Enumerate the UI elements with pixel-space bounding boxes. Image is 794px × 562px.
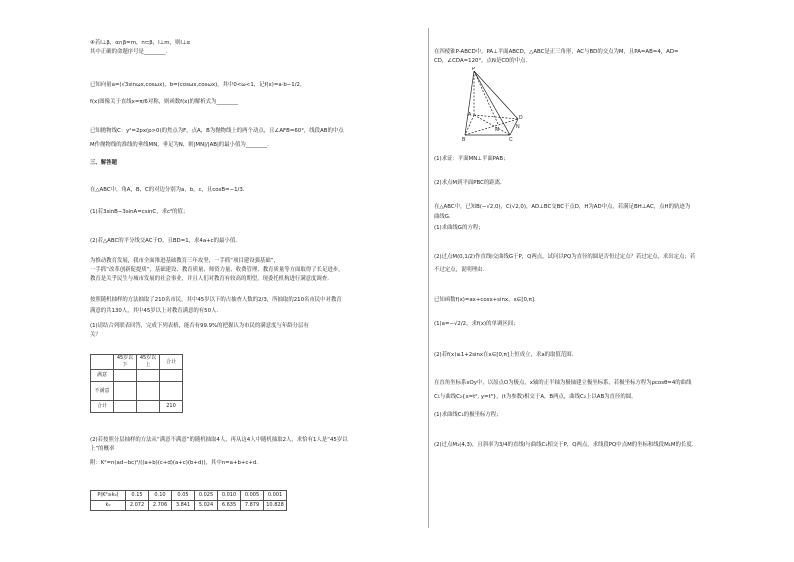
q16-line2: M作抛物线的准线的垂线MN，垂足为N，则|MN|/|AB|的最小值为________． — [90, 142, 273, 148]
q20-part2-line1: (2)过点M(0,1/2)作直线l交曲线G于P，Q两点，试问以PQ为直径的圆是否恒过定点？若过定点，求出定点；若 — [434, 254, 696, 260]
q18-line-d: 按照随机抽样的方法抽取了210名市民，其中45岁以下的占抽查人数的2/3，所抽取的210名市民中对教育 — [90, 297, 342, 303]
label-m: M — [495, 127, 500, 133]
q19-line1: 在四棱锥P-ABCD中，PA⊥平面ABCD，△ABC是正三角形，AC与BD的交点为M，且PA=AB=4，AD= — [434, 49, 679, 55]
q20-line2: 曲线G． — [434, 214, 455, 220]
section-heading: 三、解答题 — [90, 160, 117, 166]
q22-part2: (2)过点M₁(4,3)，且斜率为3/4的直线l与曲线C₁相交于P，Q两点，求线段PQ中点M的坐标和线段M₁M的长度． — [434, 442, 698, 448]
table-row: P(K²≥k₀) 0.15 0.10 0.05 0.025 0.010 0.005 0.001 — [91, 491, 287, 501]
q4-line: ④若l⊥β，α∩β=m，n⊂β，l⊥m，则l⊥α — [90, 40, 191, 46]
q18-part1-cont: 关？ — [90, 332, 101, 338]
column-divider — [428, 28, 429, 528]
label-p: P — [472, 67, 476, 72]
formula: 附：K²=n(ad−bc)²/((a+b)(c+d)(a+c)(b+d))，其中n=a+b+c+d． — [90, 460, 262, 466]
q18-part2: (2)若按照分层抽样的方法从“满意不满意”的随机抽取4人，再从这4人中随机抽取2人，求恰有1人是“45岁以 — [90, 437, 348, 443]
q20-line1: 在△ABC中，已知B(−√2,0)，C(√2,0)，AD⊥BC交BC于点D，H为AD中点，若满足BH⊥AC，点H的轨迹为 — [434, 204, 691, 210]
q19-line2: CD，∠CDA=120°，点N是CD的中点． — [434, 58, 531, 64]
q17-stem: 在△ABC中，角A，B，C的对边分别为a，b，c，且cosB=−1/3． — [90, 187, 249, 193]
critical-value-table — [90, 490, 287, 511]
q17-part2: (2)若△ABC的平分线交AC于D，且BD=1，求4a+c的最小值． — [90, 238, 241, 244]
q22-part1: (1)求曲线C₁的极坐标方程； — [434, 412, 502, 418]
q18-line-e: 满意的共130人，其中45岁以上对教育满意的有50人． — [90, 308, 222, 314]
label-c: C — [509, 137, 513, 142]
q15-line1: 已知向量a=(√3sinωx,cosωx)，b=(cosωx,cosωx)，其中0<ω<1，记f(x)=a·b−1/2， — [90, 82, 306, 88]
q4-ask: 其中正确的命题序号是________． — [90, 49, 171, 55]
q18-part2-cont: 上”的概率 — [90, 446, 115, 452]
label-a: A — [468, 112, 472, 118]
q15-line2: f(x)图像关于直线x=π/6对称，则函数f(x)的解析式为________ — [90, 99, 238, 105]
table-row: 满意 — [91, 370, 183, 382]
q19-part2: (2)求点M到平面PBC的距离． — [434, 180, 506, 186]
q22-line1: 在直角坐标系xOy中，以原点O为极点，x轴的正半轴为极轴建立极坐标系，若极坐标方程为ρcosθ=4的曲线 — [434, 380, 692, 386]
pyramid-figure — [462, 67, 524, 142]
label-b: B — [462, 137, 466, 142]
q18-part1: (1)请结合列联表回答，完成下列表格，能否有99.9%的把握认为市民的满意度与年龄分层有 — [90, 323, 309, 329]
label-d: D — [519, 115, 523, 121]
q19-part1: (1)求证：平面MN⊥平面PAB； — [434, 156, 509, 162]
q18-line-b: 一手抓“改革创新促提质”，基础建设、教育质量、师资力量、收费管理、教育质量等方面取得了长足进步， — [90, 267, 344, 273]
q22-line2: C₁与曲线C₂{x=t², y=t³}，(t为参数)相交于A，B两点，曲线C₂上以AB为直径的圆， — [434, 394, 637, 400]
q21-part1: (1)a=−√2/2，求f(x)的单调区间； — [434, 321, 519, 327]
table-row: 不满意 — [91, 382, 183, 401]
q21-part2: (2)若f(x)≥1+2sinx在x∈[0,π]上恒成立，求a的取值范围． — [434, 352, 577, 358]
table-row: k₀ 2.072 2.706 3.841 5.024 6.635 7.879 10.828 — [91, 501, 287, 511]
label-n: N — [516, 124, 520, 130]
q18-line-a: 为推动教育发展，我市全面推进基础教育三年攻坚，一手抓“项目建设强基础”， — [90, 258, 279, 264]
q21-stem: 已知函数f(x)=ax+cosx+sinx，x∈[0,π]． — [434, 297, 540, 303]
q17-part1: (1)若3sinB−3sinA=csinC，求c²的值； — [90, 209, 189, 215]
table-row: 45岁以下 45岁以上 合计 — [91, 355, 183, 370]
q20-part1: (1)求曲线G的方程； — [434, 225, 484, 231]
table-row: 合计 210 — [91, 401, 183, 413]
q18-line-c: 教育是关乎民生与城市发展的社会事业，并且人们对教育有较高的期望，现委托机构进行满意度调查． — [90, 276, 333, 282]
q16-line1: 已知抛物线C：y²=2px(p>0)的焦点为F，点A，B为抛物线上的两个动点，且∠AFB=60°，线段AB的中点 — [90, 128, 344, 134]
q20-part2-line2: 不过定点，说明理由． — [434, 267, 488, 273]
contingency-table — [90, 354, 183, 413]
